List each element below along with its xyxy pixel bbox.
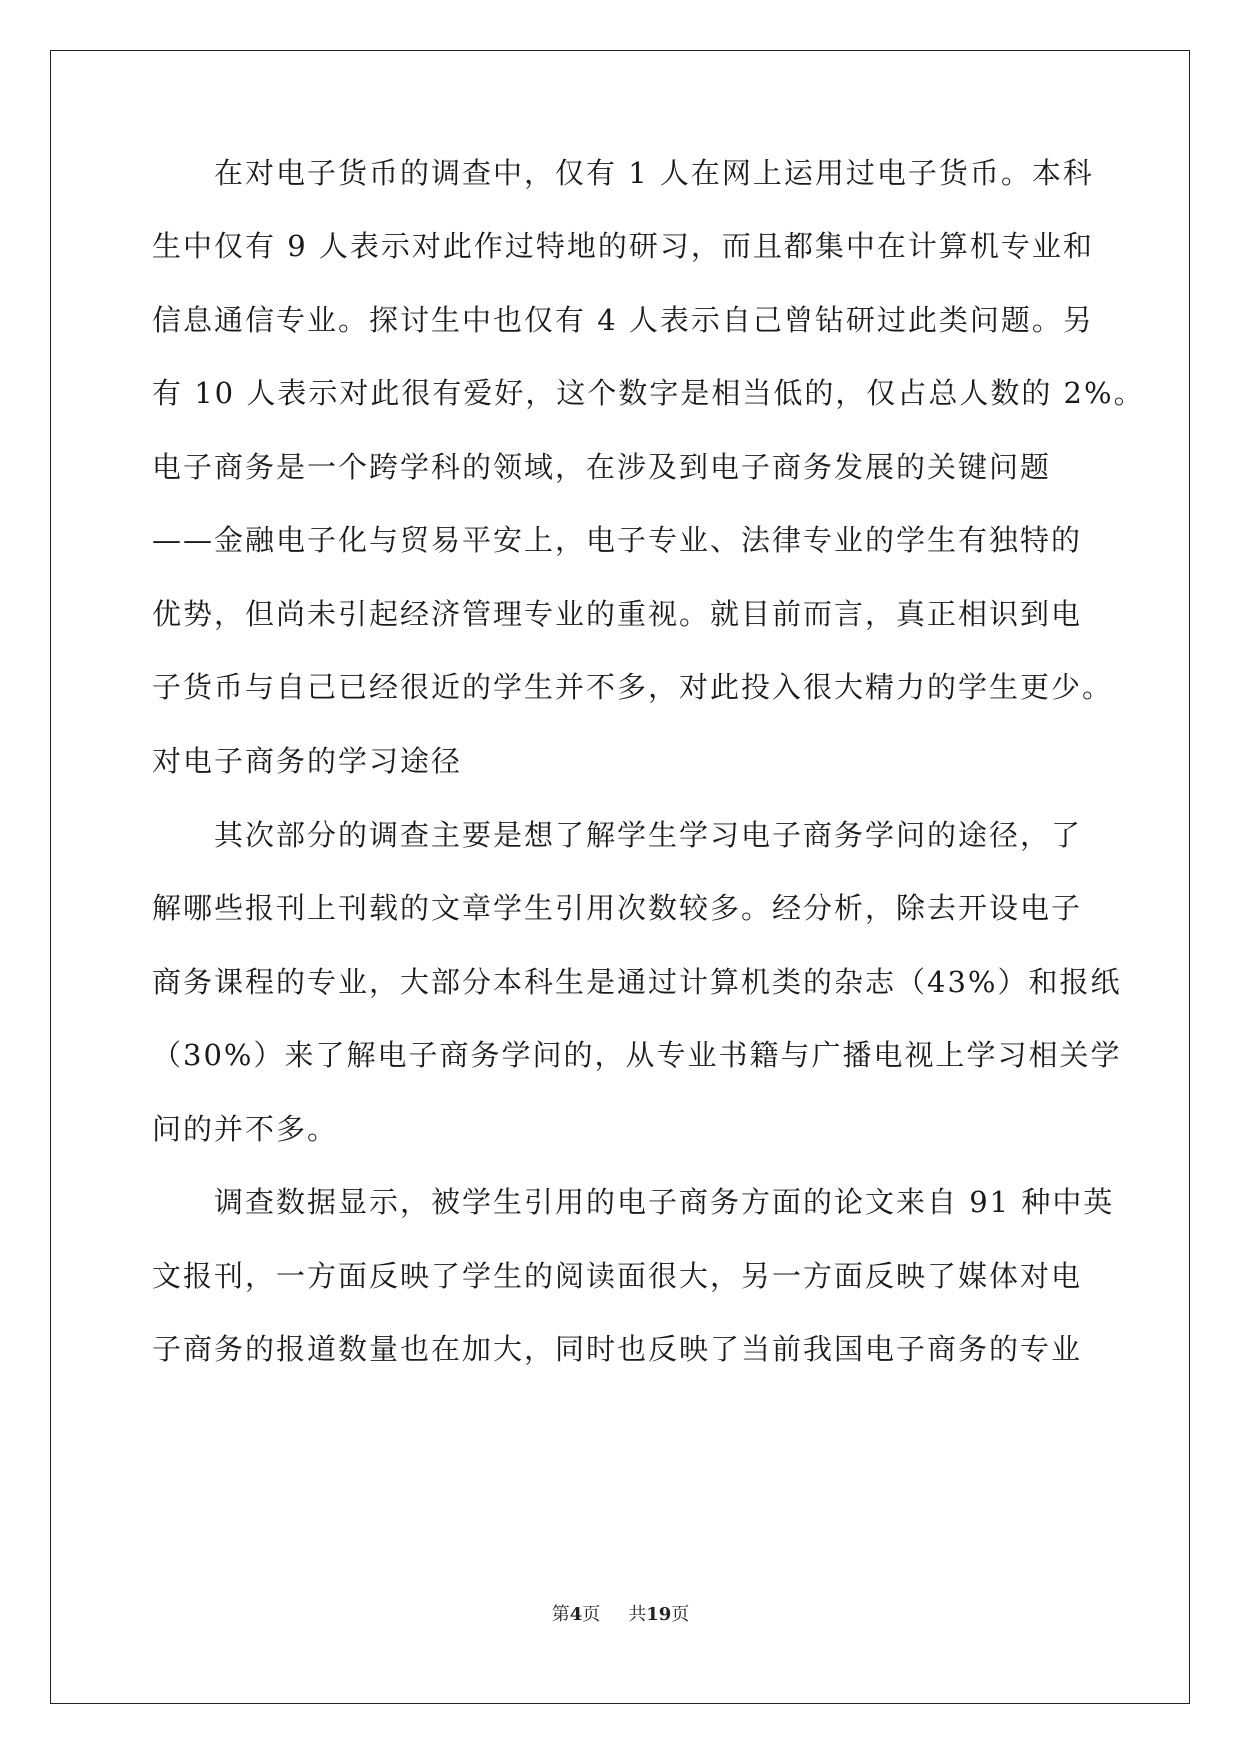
text-line: （30%）来了解电子商务学问的，从专业书籍与广播电视上学习相关学 [152,1038,1122,1072]
text-line: 电子商务是一个跨学科的领域，在涉及到电子商务发展的关键问题 [152,450,1052,484]
text-line: 信息通信专业。探讨生中也仅有 4 人表示自己曾钻研过此类问题。另 [152,303,1094,337]
text-line: 问的并不多。 [152,1112,339,1146]
page-prefix: 第 [551,1604,570,1625]
page-suffix: 页 [582,1604,601,1625]
text-line: ——金融电子化与贸易平安上，电子专业、法律专业的学生有独特的 [152,523,1083,557]
page-border [50,50,1190,1704]
total-suffix: 页 [671,1604,690,1625]
total-pages: 19 [646,1604,672,1625]
text-line: 解哪些报刊上刊载的文章学生引用次数较多。经分析，除去开设电子 [152,891,1083,925]
total-prefix: 共 [628,1604,647,1625]
text-line: 子货币与自己已经很近的学生并不多，对此投入很大精力的学生更少。 [152,670,1114,704]
page-number: 4 [569,1604,583,1625]
text-line: 生中仅有 9 人表示对此作过特地的研习，而且都集中在计算机专业和 [152,229,1094,263]
text-line: 有 10 人表示对此很有爱好，这个数字是相当低的，仅占总人数的 2%。 [152,376,1145,410]
text-line: 子商务的报道数量也在加大，同时也反映了当前我国电子商务的专业 [152,1332,1083,1366]
section-heading: 对电子商务的学习途径 [152,744,463,778]
text-line: 在对电子货币的调查中，仅有 1 人在网上运用过电子货币。本科 [152,156,1094,190]
text-line: 优势，但尚未引起经济管理专业的重视。就目前而言，真正相识到电 [152,597,1083,631]
text-line: 调查数据显示，被学生引用的电子商务方面的论文来自 91 种中英 [152,1185,1115,1219]
text-line: 其次部分的调查主要是想了解学生学习电子商务学问的途径，了 [152,818,1083,852]
text-line: 商务课程的专业，大部分本科生是通过计算机类的杂志（43%）和报纸 [152,965,1122,999]
page-footer [0,1600,1241,1626]
text-line: 文报刊，一方面反映了学生的阅读面很大，另一方面反映了媒体对电 [152,1259,1083,1293]
